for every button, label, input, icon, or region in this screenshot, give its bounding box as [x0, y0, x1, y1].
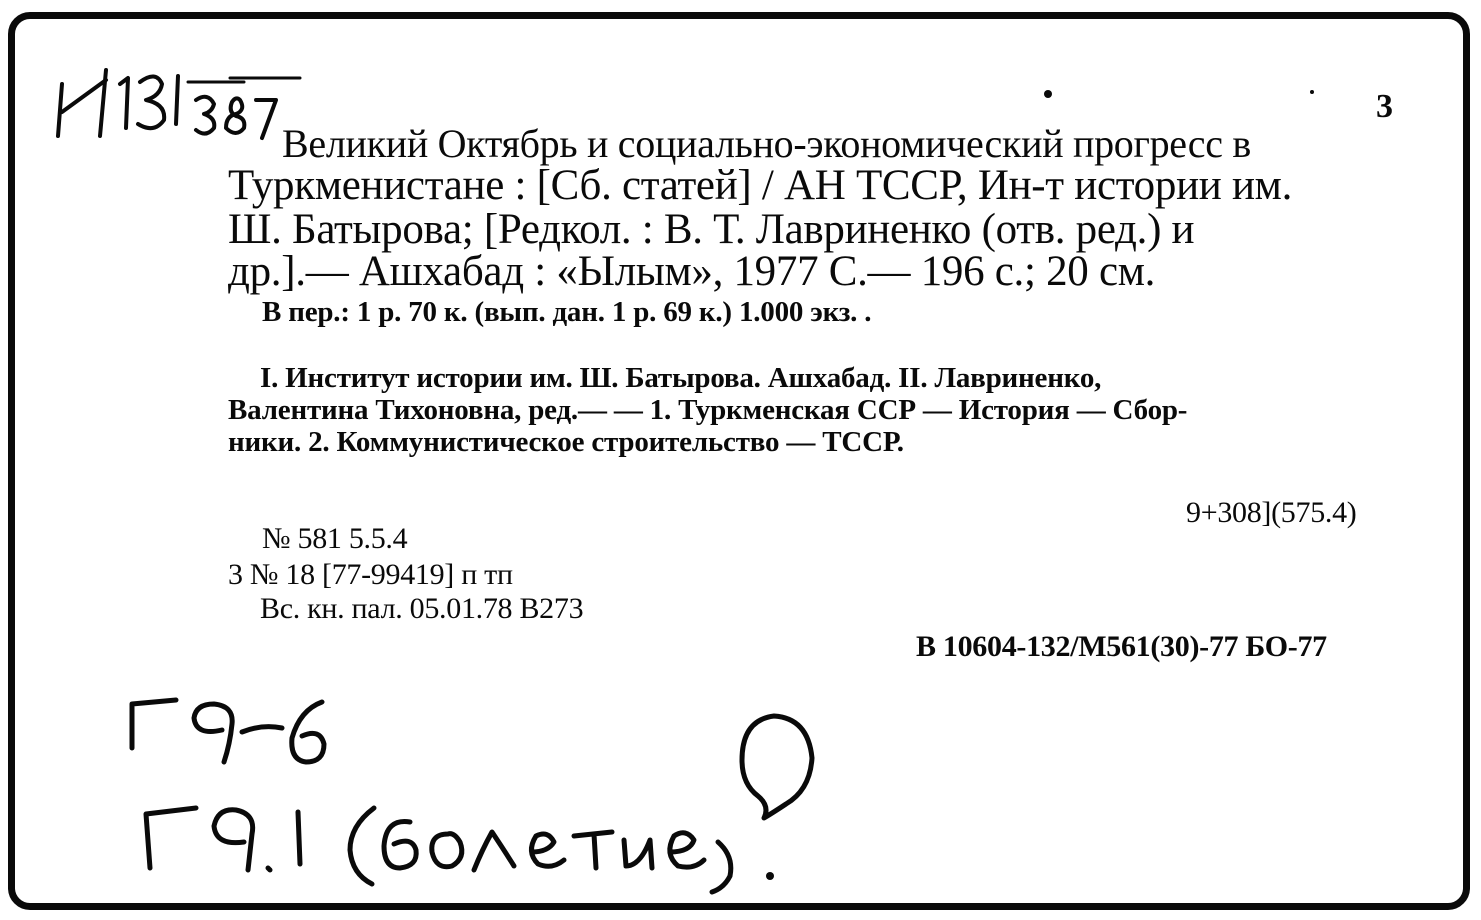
annotation-line: ники. 2. Коммунистическое строительство — ТССР. — [228, 426, 904, 458]
heading-line: Ш. Батырова; [Редкол. : В. Т. Лавриненко (отв. ред.) и — [228, 206, 1195, 253]
price-line: В пер.: 1 р. 70 к. (вып. дан. 1 р. 69 к.) 1.000 экз. . — [262, 296, 872, 328]
page-number: 3 — [1376, 88, 1393, 125]
publisher-code: В 10604-132/М561(30)-77 БО-77 — [916, 630, 1327, 663]
catalog-number: Вс. кн. пал. 05.01.78 В273 — [260, 592, 584, 625]
heading-line: Великий Октябрь и социально-экономический прогресс в — [282, 121, 1251, 166]
classification-index: 9+308](575.4) — [1186, 496, 1357, 529]
heading-line: др.].— Ашхабад : «Ылым», 1977 С.— 196 с.; 20 см. — [228, 248, 1156, 295]
annotation-line: Валентина Тихоновна, ред.— — 1. Туркменская ССР — История — Сбор- — [228, 394, 1188, 426]
catalog-number: № 581 5.5.4 — [262, 522, 408, 555]
heading-line: Туркменистане : [Сб. статей] / АН ТССР, Ин-т истории им. — [228, 162, 1293, 209]
annotation-line: I. Институт истории им. Ш. Батырова. Ашхабад. II. Лавриненко, — [260, 362, 1102, 394]
catalog-number: 3 № 18 [77-99419] п тп — [228, 558, 513, 591]
